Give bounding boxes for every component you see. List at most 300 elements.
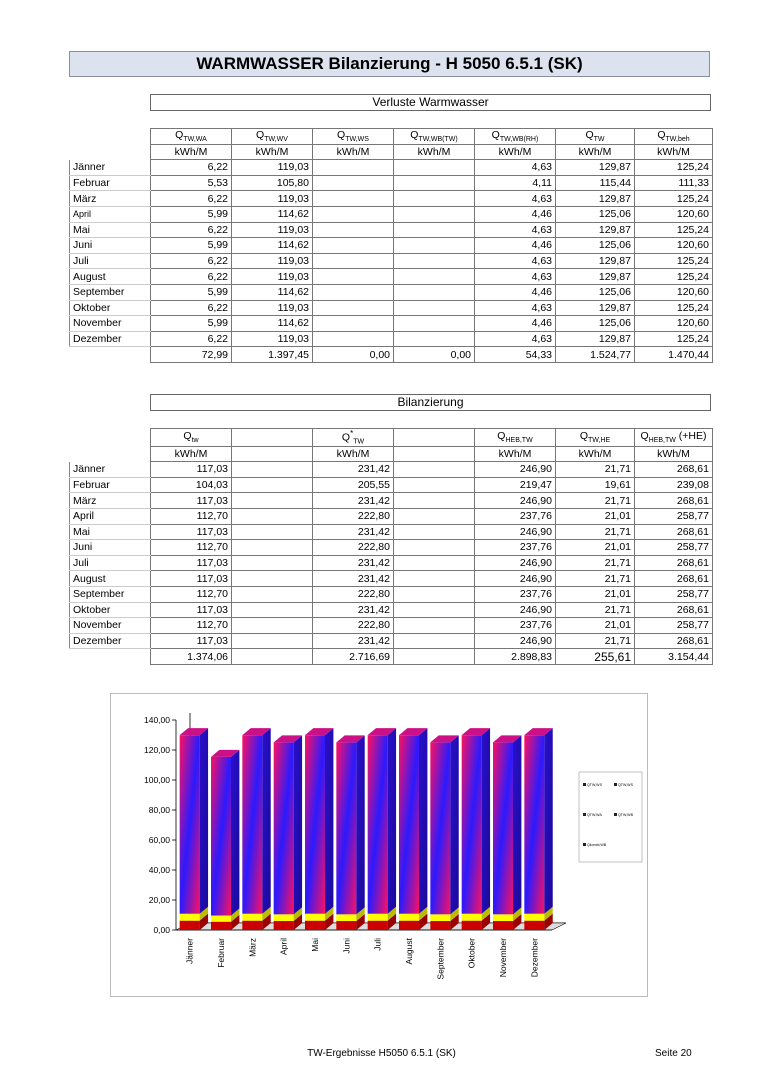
value-cell: 6,22: [151, 300, 232, 316]
value-cell: 114,62: [232, 206, 313, 222]
column-subscript: TW: [593, 136, 605, 144]
totals-spacer: [70, 347, 151, 363]
value-cell: 114,62: [232, 284, 313, 300]
total-cell: 1.470,44: [635, 347, 713, 363]
month-label: August: [70, 571, 151, 587]
value-cell: 205,55: [313, 477, 394, 493]
total-cell: 2.716,69: [313, 649, 394, 665]
value-cell: 4,11: [475, 175, 556, 191]
value-cell: 111,33: [635, 175, 713, 191]
bar-qtw-wv-side: [450, 735, 458, 914]
value-cell: [313, 300, 394, 316]
x-tick-label: Oktober: [466, 938, 477, 969]
column-subscript: TW,WB(RH): [499, 136, 539, 144]
value-cell: 4,63: [475, 222, 556, 238]
month-label: Oktober: [70, 300, 151, 316]
value-cell: 268,61: [635, 493, 713, 509]
value-cell: 5,99: [151, 206, 232, 222]
bar-qtw-wv-side: [231, 750, 239, 916]
legend-swatch: [583, 813, 586, 816]
header-row: [70, 129, 713, 145]
total-cell: 0,00: [394, 347, 475, 363]
value-cell: [313, 175, 394, 191]
column-header: [556, 129, 635, 145]
column-subscript: TW,WB(TW): [418, 136, 458, 144]
column-header: [313, 429, 394, 447]
value-cell: [313, 269, 394, 285]
value-cell: [394, 524, 475, 540]
month-label: März: [70, 191, 151, 207]
value-cell: 246,90: [475, 602, 556, 618]
value-cell: 129,87: [556, 253, 635, 269]
value-cell: 125,06: [556, 238, 635, 254]
value-cell: 125,24: [635, 253, 713, 269]
value-cell: 258,77: [635, 586, 713, 602]
value-cell: 258,77: [635, 540, 713, 556]
unit-spacer: [70, 144, 151, 160]
value-cell: [394, 586, 475, 602]
bar-qtw-wv: [242, 735, 262, 914]
table-row: [70, 618, 713, 634]
value-cell: 117,03: [151, 493, 232, 509]
value-cell: 120,60: [635, 206, 713, 222]
bar-qtw-wa: [336, 921, 356, 930]
table-row: [70, 493, 713, 509]
column-symbol: Q: [175, 129, 184, 142]
value-cell: 231,42: [313, 462, 394, 478]
value-cell: 129,87: [556, 222, 635, 238]
value-cell: 112,70: [151, 508, 232, 524]
value-cell: [394, 175, 475, 191]
bar-qtw-wb: [242, 914, 262, 921]
value-cell: [313, 253, 394, 269]
value-cell: 125,06: [556, 284, 635, 300]
unit-cell: kWh/M: [394, 144, 475, 160]
bar-qtw-wb: [462, 914, 482, 921]
month-label: September: [70, 284, 151, 300]
value-cell: 5,99: [151, 238, 232, 254]
value-cell: [394, 284, 475, 300]
value-cell: 246,90: [475, 571, 556, 587]
bar-qtw-wv: [305, 735, 325, 914]
value-cell: 21,71: [556, 633, 635, 649]
unit-cell: kWh/M: [313, 446, 394, 462]
table-row: [70, 602, 713, 618]
value-cell: [313, 206, 394, 222]
table-row: [70, 175, 713, 191]
column-symbol: Q: [341, 431, 351, 444]
value-cell: 129,87: [556, 331, 635, 347]
column-subscript: TW: [353, 438, 365, 446]
value-cell: 21,71: [556, 524, 635, 540]
value-cell: 4,46: [475, 206, 556, 222]
footer-center: TW-Ergebnisse H5050 6.5.1 (SK): [307, 1048, 456, 1059]
value-cell: 105,80: [232, 175, 313, 191]
x-tick-label: November: [498, 938, 508, 978]
value-cell: [232, 586, 313, 602]
value-cell: 21,71: [556, 555, 635, 571]
x-tick-label: Jänner: [184, 938, 195, 964]
value-cell: 6,22: [151, 269, 232, 285]
month-label: Dezember: [70, 633, 151, 649]
column-subscript: TW,HE: [588, 437, 611, 445]
value-cell: 231,42: [313, 633, 394, 649]
value-cell: 222,80: [313, 540, 394, 556]
value-cell: 129,87: [556, 160, 635, 176]
x-tick-label: Februar: [216, 938, 226, 968]
value-cell: [394, 300, 475, 316]
total-cell: [232, 649, 313, 665]
column-symbol: Q: [410, 129, 419, 142]
y-tick-label: 40,00: [148, 865, 170, 875]
legend-swatch: [614, 783, 617, 786]
bar-qtw-wb: [305, 914, 325, 921]
total-cell: 2.898,83: [475, 649, 556, 665]
value-cell: [232, 602, 313, 618]
bar-qtw-wv: [180, 735, 200, 914]
unit-cell: [394, 446, 475, 462]
table-row: [70, 540, 713, 556]
legend-label: QTW,WA: [587, 813, 602, 817]
value-cell: 120,60: [635, 284, 713, 300]
totals-row: [70, 347, 713, 363]
value-cell: [232, 462, 313, 478]
value-cell: 4,63: [475, 191, 556, 207]
month-label: Juli: [70, 555, 151, 571]
total-cell: 255,61: [556, 649, 635, 665]
value-cell: 231,42: [313, 524, 394, 540]
value-cell: [313, 284, 394, 300]
total-cell: 72,99: [151, 347, 232, 363]
value-cell: 268,61: [635, 524, 713, 540]
month-label: Februar: [70, 175, 151, 191]
bar-qtw-wa: [493, 921, 513, 930]
month-label: April: [70, 206, 151, 222]
bar-qtw-wv: [493, 742, 513, 914]
value-cell: 119,03: [232, 160, 313, 176]
value-cell: 117,03: [151, 462, 232, 478]
column-subscript: TW,WV: [264, 136, 288, 144]
value-cell: 117,03: [151, 602, 232, 618]
bar-qtw-wb: [368, 914, 388, 921]
value-cell: 112,70: [151, 586, 232, 602]
value-cell: 21,71: [556, 602, 635, 618]
bar-qtw-wv-side: [419, 728, 427, 914]
bar-qtw-wa: [368, 921, 388, 930]
value-cell: 119,03: [232, 300, 313, 316]
table-row: [70, 160, 713, 176]
value-cell: [232, 633, 313, 649]
month-label: November: [70, 316, 151, 332]
value-cell: 4,46: [475, 238, 556, 254]
total-cell: 3.154,44: [635, 649, 713, 665]
value-cell: 237,76: [475, 618, 556, 634]
value-cell: [232, 571, 313, 587]
value-cell: [232, 555, 313, 571]
month-label: Dezember: [70, 331, 151, 347]
value-cell: 239,08: [635, 477, 713, 493]
legend-label: QTW,WS: [587, 783, 602, 787]
column-subscript: TW,WA: [183, 136, 207, 144]
table-row: [70, 586, 713, 602]
value-cell: 6,22: [151, 222, 232, 238]
footer-page-number: Seite 20: [655, 1048, 692, 1059]
bar-qtw-wa: [305, 921, 325, 930]
header-spacer: [70, 429, 151, 447]
value-cell: 4,63: [475, 300, 556, 316]
value-cell: 117,03: [151, 633, 232, 649]
bar-qtw-wa: [180, 921, 200, 930]
month-label: März: [70, 493, 151, 509]
value-cell: 246,90: [475, 633, 556, 649]
bar-qtw-wb: [274, 914, 294, 921]
value-cell: 112,70: [151, 618, 232, 634]
section-heading-verluste: Verluste Warmwasser: [150, 94, 711, 111]
unit-cell: kWh/M: [556, 446, 635, 462]
value-cell: 129,87: [556, 300, 635, 316]
x-tick-label: September: [435, 938, 446, 980]
bar-qtw-wv: [462, 735, 482, 914]
unit-cell: kWh/M: [556, 144, 635, 160]
value-cell: 19,61: [556, 477, 635, 493]
value-cell: [313, 160, 394, 176]
y-tick-label: 140,00: [144, 715, 170, 725]
value-cell: [394, 633, 475, 649]
bar-qtw-wv-side: [513, 735, 521, 914]
value-cell: 5,99: [151, 316, 232, 332]
value-cell: 6,22: [151, 191, 232, 207]
month-label: September: [70, 586, 151, 602]
value-cell: 6,22: [151, 160, 232, 176]
page-title: WARMWASSER Bilanzierung - H 5050 6.5.1 (SK): [69, 51, 710, 77]
value-cell: [232, 493, 313, 509]
value-cell: 4,63: [475, 331, 556, 347]
bar-qtw-wb: [493, 914, 513, 921]
value-cell: [394, 238, 475, 254]
totals-row: [70, 649, 713, 665]
month-label: Oktober: [70, 602, 151, 618]
value-cell: 117,03: [151, 555, 232, 571]
column-subscript: HEB,TW: [648, 437, 676, 445]
bar-qtw-wv-side: [482, 728, 490, 914]
bar-qtw-wb: [336, 914, 356, 921]
value-cell: [394, 222, 475, 238]
value-cell: [394, 540, 475, 556]
value-cell: [394, 269, 475, 285]
column-header: [232, 429, 313, 447]
value-cell: [394, 316, 475, 332]
value-cell: [313, 331, 394, 347]
total-cell: 0,00: [313, 347, 394, 363]
table-row: [70, 269, 713, 285]
value-cell: [394, 618, 475, 634]
table-row: [70, 633, 713, 649]
column-header: [475, 429, 556, 447]
table-row: [70, 571, 713, 587]
value-cell: 222,80: [313, 618, 394, 634]
value-cell: [394, 191, 475, 207]
value-cell: [313, 191, 394, 207]
column-symbol: Q: [337, 129, 346, 142]
table-row: [70, 555, 713, 571]
table-row: [70, 206, 713, 222]
unit-cell: kWh/M: [475, 144, 556, 160]
unit-cell: kWh/M: [313, 144, 394, 160]
total-cell: 1.374,06: [151, 649, 232, 665]
value-cell: 231,42: [313, 602, 394, 618]
bar-qtw-wa: [462, 921, 482, 930]
column-header: [394, 129, 475, 145]
legend-label: QTW,WS: [618, 783, 633, 787]
y-tick-label: 80,00: [148, 805, 170, 815]
value-cell: 222,80: [313, 586, 394, 602]
total-cell: 54,33: [475, 347, 556, 363]
bar-qtw-wa: [399, 921, 419, 930]
value-cell: 219,47: [475, 477, 556, 493]
column-symbol: Q: [183, 430, 192, 443]
value-cell: 119,03: [232, 222, 313, 238]
bar-qtw-wv-side: [325, 728, 333, 914]
unit-cell: kWh/M: [232, 144, 313, 160]
table-row: [70, 462, 713, 478]
x-tick-label: Dezember: [529, 938, 540, 978]
value-cell: [394, 555, 475, 571]
table-row: [70, 191, 713, 207]
value-cell: 125,24: [635, 300, 713, 316]
month-label: Mai: [70, 524, 151, 540]
header-spacer: [70, 129, 151, 145]
value-cell: 120,60: [635, 316, 713, 332]
x-tick-label: Mai: [310, 938, 320, 952]
value-cell: 21,01: [556, 540, 635, 556]
table-row: [70, 508, 713, 524]
bar-qtw-wa: [211, 922, 231, 930]
header-row: [70, 429, 713, 447]
column-symbol: Q: [585, 129, 594, 142]
month-label: Juni: [70, 238, 151, 254]
table-row: [70, 316, 713, 332]
bar-qtw-wb: [399, 914, 419, 921]
value-cell: 119,03: [232, 269, 313, 285]
value-cell: [232, 618, 313, 634]
column-header: [232, 129, 313, 145]
table-row: [70, 238, 713, 254]
value-cell: 104,03: [151, 477, 232, 493]
column-subscript: HEB,TW: [505, 437, 533, 445]
column-header: [556, 429, 635, 447]
unit-cell: kWh/M: [635, 446, 713, 462]
value-cell: 231,42: [313, 555, 394, 571]
bar-qtw-wa: [242, 921, 262, 930]
legend-label: Qkombi,WB: [587, 843, 607, 847]
value-cell: 237,76: [475, 508, 556, 524]
month-label: Februar: [70, 477, 151, 493]
value-cell: 5,53: [151, 175, 232, 191]
bar-qtw-wa: [524, 921, 544, 930]
value-cell: [313, 316, 394, 332]
section-heading-bilanzierung: Bilanzierung: [150, 394, 711, 411]
value-cell: 231,42: [313, 493, 394, 509]
value-cell: [394, 331, 475, 347]
month-label: Jänner: [70, 160, 151, 176]
value-cell: [232, 540, 313, 556]
value-cell: 119,03: [232, 253, 313, 269]
bar-qtw-wb: [430, 914, 450, 921]
value-cell: [232, 524, 313, 540]
table-row: [70, 300, 713, 316]
table-row: [70, 331, 713, 347]
value-cell: 21,71: [556, 462, 635, 478]
value-cell: 119,03: [232, 191, 313, 207]
monthly-loss-chart: [111, 694, 647, 996]
y-tick-label: 120,00: [144, 745, 170, 755]
value-cell: 6,22: [151, 253, 232, 269]
y-tick-label: 60,00: [148, 835, 170, 845]
value-cell: 21,01: [556, 586, 635, 602]
value-cell: 5,99: [151, 284, 232, 300]
y-tick-label: 100,00: [144, 775, 170, 785]
bar-qtw-wv-side: [544, 728, 552, 914]
x-tick-label: April: [278, 938, 289, 956]
value-cell: 125,24: [635, 160, 713, 176]
unit-row: [70, 446, 713, 462]
legend-swatch: [583, 843, 586, 846]
value-cell: 268,61: [635, 555, 713, 571]
month-label: November: [70, 618, 151, 634]
bar-qtw-wv: [336, 742, 356, 914]
value-cell: 268,61: [635, 462, 713, 478]
value-cell: [394, 206, 475, 222]
bar-qtw-wv-side: [262, 728, 270, 914]
value-cell: 268,61: [635, 602, 713, 618]
x-tick-label: August: [404, 938, 414, 965]
column-superscript: *: [350, 429, 354, 438]
unit-cell: kWh/M: [635, 144, 713, 160]
legend-swatch: [583, 783, 586, 786]
column-header: [475, 129, 556, 145]
value-cell: [394, 462, 475, 478]
value-cell: 120,60: [635, 238, 713, 254]
x-tick-label: März: [247, 938, 258, 957]
value-cell: 4,63: [475, 160, 556, 176]
bar-qtw-wv-side: [356, 735, 364, 914]
bar-qtw-wa: [430, 921, 450, 930]
value-cell: [394, 253, 475, 269]
value-cell: 114,62: [232, 316, 313, 332]
column-symbol: Q: [640, 430, 649, 443]
column-subscript: tw: [191, 437, 199, 445]
bar-qtw-wv: [430, 742, 450, 914]
bar-qtw-wv-side: [200, 728, 208, 914]
value-cell: 21,71: [556, 493, 635, 509]
value-cell: 125,24: [635, 269, 713, 285]
value-cell: 21,01: [556, 618, 635, 634]
value-cell: [394, 571, 475, 587]
value-cell: [232, 477, 313, 493]
value-cell: 258,77: [635, 618, 713, 634]
bilanzierung-table: [69, 428, 713, 665]
value-cell: [394, 602, 475, 618]
bar-qtw-wv: [399, 735, 419, 914]
total-cell: 1.524,77: [556, 347, 635, 363]
unit-cell: kWh/M: [475, 446, 556, 462]
column-subscript: TW,beh: [665, 136, 690, 144]
legend-swatch: [614, 813, 617, 816]
value-cell: 125,24: [635, 191, 713, 207]
value-cell: [313, 222, 394, 238]
x-tick-label: Juni: [341, 938, 352, 954]
value-cell: 115,44: [556, 175, 635, 191]
